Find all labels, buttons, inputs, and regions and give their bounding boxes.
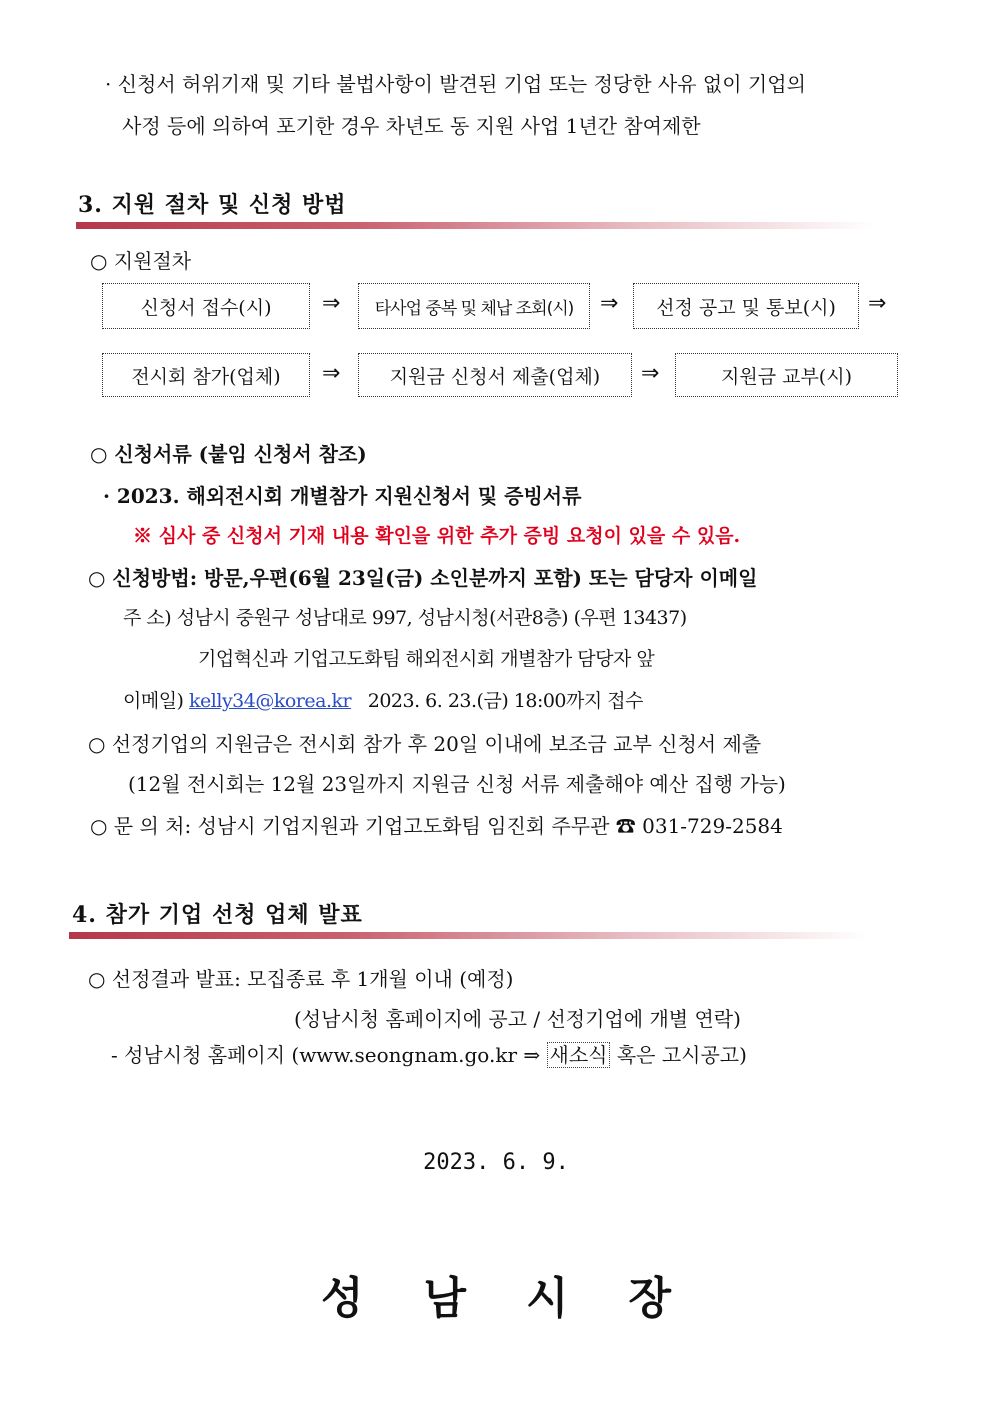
email-line (123, 686, 643, 713)
result-announcement: ○ 선정결과 발표: 모집종료 후 1개월 이내 (예정) (88, 967, 514, 991)
section-3-heading: 3. 지원 절차 및 신청 방법 (78, 192, 347, 218)
flow-step-selection-notice: 선정 공고 및 통보(시) (633, 283, 859, 329)
documents-note: ※ 심사 중 신청서 기재 내용 확인을 위한 추가 증빙 요청이 있을 수 있음. (133, 525, 741, 547)
news-menu-label: 새소식 (547, 1042, 611, 1068)
flow-step-exhibition-participation: 전시회 참가(업체) (102, 353, 310, 397)
flow-arrow-icon: ⇒ (322, 291, 341, 316)
intro-line-1: · 신청서 허위기재 및 기타 불법사항이 발견된 기업 또는 정당한 사유 없이 기업의 (105, 72, 806, 96)
procedure-label: ○ 지원절차 (90, 249, 192, 273)
flow-arrow-icon: ⇒ (868, 291, 887, 316)
address-line-2: 기업혁신과 기업고도화팀 해외전시회 개별참가 담당자 앞 (198, 648, 655, 670)
flow-arrow-icon: ⇒ (322, 361, 341, 386)
mayor-signature: 성남시장 (320, 1273, 731, 1324)
flow-arrow-icon: ⇒ (600, 291, 619, 316)
intro-line-2: 사정 등에 의하여 포기한 경우 차년도 동 지원 사업 1년간 참여제한 (122, 114, 701, 138)
flow-step-duplicate-check: 타사업 중복 및 체납 조회(시) (358, 283, 590, 329)
homepage-line (111, 1039, 747, 1068)
subsidy-line-2: (12월 전시회는 12월 23일까지 지원금 신청 서류 제출해야 예산 집행 가능) (128, 772, 786, 796)
homepage-suffix: 혹은 고시공고) (616, 1043, 747, 1067)
application-method: ○ 신청방법: 방문,우편(6월 23일(금) 소인분까지 포함) 또는 담당자 이메일 (88, 566, 758, 590)
flow-step-subsidy-request: 지원금 신청서 제출(업체) (358, 353, 632, 397)
address-line-1: 주 소) 성남시 중원구 성남대로 997, 성남시청(서관8층) (우편 13437) (123, 607, 687, 629)
document-date: 2023. 6. 9. (423, 1150, 569, 1175)
result-notice: (성남시청 홈페이지에 공고 / 선정기업에 개별 연락) (294, 1007, 741, 1031)
documents-label: ○ 신청서류 (붙임 신청서 참조) (90, 442, 367, 466)
documents-item: · 2023. 해외전시회 개별참가 지원신청서 및 증빙서류 (103, 484, 582, 508)
section-4-rule (69, 932, 869, 939)
homepage-prefix: - 성남시청 홈페이지 (www.seongnam.go.kr ⇒ (111, 1043, 541, 1067)
subsidy-line-1: ○ 선정기업의 지원금은 전시회 참가 후 20일 이내에 보조금 교부 신청서 제출 (88, 732, 762, 756)
contact-line: ○ 문 의 처: 성남시 기업지원과 기업고도화팀 임진회 주무관 ☎ 031-729-2584 (90, 814, 783, 838)
flow-step-subsidy-grant: 지원금 교부(시) (675, 353, 898, 397)
flow-step-application-receipt: 신청서 접수(시) (102, 283, 310, 329)
section-3-rule (76, 222, 876, 229)
email-prefix: 이메일) (123, 690, 184, 712)
email-deadline: 2023. 6. 23.(금) 18:00까지 접수 (367, 690, 643, 712)
email-link[interactable]: kelly34@korea.kr (189, 690, 352, 712)
section-4-heading: 4. 참가 기업 선청 업체 발표 (72, 902, 363, 928)
flow-arrow-icon: ⇒ (641, 361, 660, 386)
